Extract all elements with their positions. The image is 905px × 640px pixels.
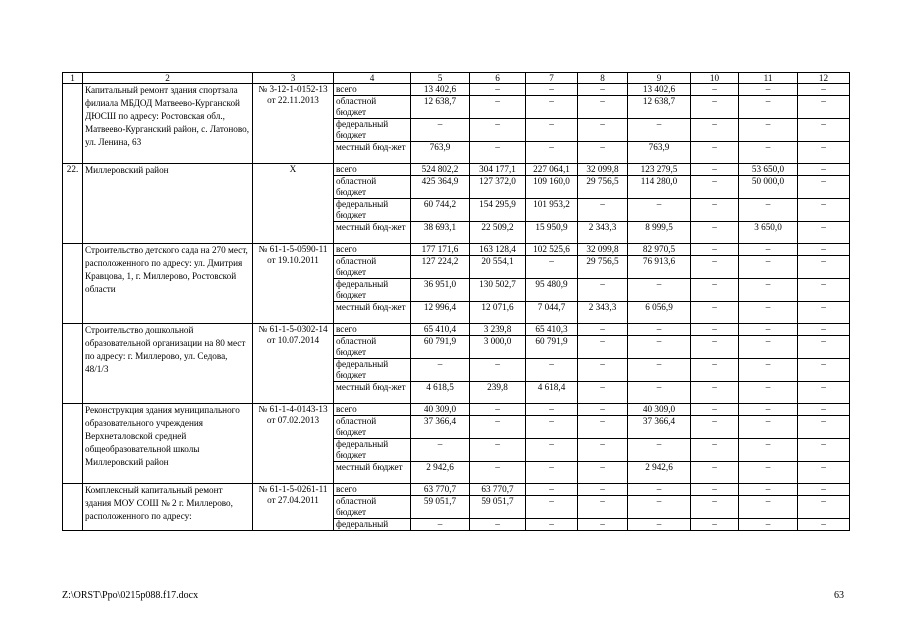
value-cell: 3 239,8 (470, 324, 526, 336)
value-cell: – (798, 244, 850, 256)
value-cell: – (628, 496, 691, 519)
value-cell: – (691, 519, 739, 531)
funding-source: местный бюд-жет (334, 222, 411, 244)
row-number: 22. (63, 164, 83, 244)
funding-source: всего (334, 164, 411, 176)
value-cell: 763,9 (628, 142, 691, 164)
value-cell: – (578, 84, 628, 96)
value-cell: 227 064,1 (526, 164, 578, 176)
value-cell: 8 999,5 (628, 222, 691, 244)
object-name: Комплексный капитальный ремонт здания МОУ СОШ № 2 г. Миллерово, расположенного по адресу: (83, 484, 253, 531)
value-cell: 6 056,9 (628, 302, 691, 324)
value-cell: – (691, 119, 739, 142)
value-cell: – (578, 382, 628, 404)
value-cell: 20 554,1 (470, 256, 526, 279)
value-cell: – (798, 324, 850, 336)
value-cell: – (526, 404, 578, 416)
header-cell: 10 (691, 73, 739, 84)
value-cell: 32 099,8 (578, 244, 628, 256)
value-cell: – (470, 439, 526, 462)
value-cell: – (691, 484, 739, 496)
value-cell: – (470, 119, 526, 142)
funding-source: всего (334, 324, 411, 336)
value-cell: 2 942,6 (411, 462, 470, 484)
value-cell: 13 402,6 (628, 84, 691, 96)
value-cell: – (578, 496, 628, 519)
value-cell: 12 638,7 (628, 96, 691, 119)
value-cell: 177 171,6 (411, 244, 470, 256)
funding-source: федеральный бюджет (334, 279, 411, 302)
value-cell: 425 364,9 (411, 176, 470, 199)
value-cell: 36 951,0 (411, 279, 470, 302)
value-cell: – (739, 119, 798, 142)
value-cell: – (578, 336, 628, 359)
value-cell: 15 950,9 (526, 222, 578, 244)
funding-source: местный бюджет (334, 462, 411, 484)
value-cell: 4 618,5 (411, 382, 470, 404)
value-cell: – (691, 324, 739, 336)
value-cell: 7 044,7 (526, 302, 578, 324)
value-cell: 63 770,7 (470, 484, 526, 496)
header-cell: 7 (526, 73, 578, 84)
value-cell: 4 618,4 (526, 382, 578, 404)
value-cell: – (798, 462, 850, 484)
value-cell: – (628, 439, 691, 462)
value-cell: – (526, 462, 578, 484)
value-cell: – (798, 404, 850, 416)
value-cell: – (578, 96, 628, 119)
value-cell: – (691, 496, 739, 519)
value-cell: 50 000,0 (739, 176, 798, 199)
header-cell: 6 (470, 73, 526, 84)
value-cell: – (411, 519, 470, 531)
document-number: № 3-12-1-0152-13 от 22.11.2013 (253, 84, 334, 164)
funding-source: всего (334, 84, 411, 96)
header-row (63, 73, 850, 84)
value-cell: 163 128,4 (470, 244, 526, 256)
funding-source: всего (334, 404, 411, 416)
value-cell: – (578, 142, 628, 164)
value-cell: – (798, 439, 850, 462)
funding-source: федеральный бюджет (334, 199, 411, 222)
value-cell: – (470, 359, 526, 382)
value-cell: – (691, 176, 739, 199)
value-cell: 40 309,0 (628, 404, 691, 416)
funding-source: федеральный бюджет (334, 439, 411, 462)
value-cell: – (628, 484, 691, 496)
table-row (63, 324, 850, 336)
value-cell: – (470, 142, 526, 164)
value-cell: – (739, 84, 798, 96)
value-cell: – (739, 256, 798, 279)
value-cell: 114 280,0 (628, 176, 691, 199)
value-cell: – (798, 222, 850, 244)
value-cell: 37 366,4 (628, 416, 691, 439)
value-cell: – (526, 439, 578, 462)
value-cell: – (691, 96, 739, 119)
value-cell: – (798, 176, 850, 199)
value-cell: 60 791,9 (526, 336, 578, 359)
value-cell: – (798, 199, 850, 222)
value-cell: – (526, 416, 578, 439)
header-cell: 11 (739, 73, 798, 84)
value-cell: – (526, 84, 578, 96)
funding-source: областной бюджет (334, 416, 411, 439)
value-cell: – (691, 359, 739, 382)
value-cell: – (470, 462, 526, 484)
value-cell: – (526, 142, 578, 164)
value-cell: – (628, 324, 691, 336)
value-cell: – (691, 199, 739, 222)
document-number: № 61-1-5-0261-11 от 27.04.2011 (253, 484, 334, 531)
value-cell: – (578, 439, 628, 462)
funding-source: местный бюд-жет (334, 302, 411, 324)
value-cell: – (798, 279, 850, 302)
value-cell: – (798, 519, 850, 531)
document-number: № 61-1-5-0590-11 от 19.10.2011 (253, 244, 334, 324)
value-cell: – (578, 279, 628, 302)
value-cell: – (739, 359, 798, 382)
value-cell: 102 525,6 (526, 244, 578, 256)
value-cell: – (628, 519, 691, 531)
value-cell: – (470, 96, 526, 119)
value-cell: – (526, 496, 578, 519)
value-cell: 524 802,2 (411, 164, 470, 176)
value-cell: 763,9 (411, 142, 470, 164)
value-cell: 154 295,9 (470, 199, 526, 222)
table-row (63, 164, 850, 176)
row-number (63, 244, 83, 324)
row-number (63, 404, 83, 484)
value-cell: – (411, 119, 470, 142)
value-cell: – (526, 519, 578, 531)
value-cell: – (739, 519, 798, 531)
value-cell: – (628, 359, 691, 382)
budget-table (62, 72, 850, 531)
value-cell: – (739, 244, 798, 256)
table-row (63, 404, 850, 416)
value-cell: – (739, 142, 798, 164)
object-name: Строительство детского сада на 270 мест, расположенного по адресу: ул. Дмитрия Кравцова, 1, г. Миллерово, Ростовской области (83, 244, 253, 324)
value-cell: – (798, 496, 850, 519)
value-cell: – (798, 336, 850, 359)
value-cell: – (798, 256, 850, 279)
header-cell: 3 (253, 73, 334, 84)
header-cell: 12 (798, 73, 850, 84)
funding-source: областной бюджет (334, 256, 411, 279)
value-cell: 60 791,9 (411, 336, 470, 359)
value-cell: – (691, 256, 739, 279)
file-path: Z:\ORST\Ppo\0215p088.f17.docx (62, 590, 199, 601)
value-cell: – (578, 359, 628, 382)
value-cell: – (628, 336, 691, 359)
value-cell: 40 309,0 (411, 404, 470, 416)
value-cell: – (470, 519, 526, 531)
value-cell: – (691, 404, 739, 416)
value-cell: – (628, 279, 691, 302)
value-cell: – (578, 404, 628, 416)
row-number (63, 484, 83, 531)
value-cell: 101 953,2 (526, 199, 578, 222)
value-cell: – (691, 462, 739, 484)
value-cell: 127 224,2 (411, 256, 470, 279)
value-cell: – (798, 84, 850, 96)
value-cell: – (739, 96, 798, 119)
object-name: Строительство дошкольной образовательной организации на 80 мест по адресу: г. Миллерово, ул. Седова, 48/1/3 (83, 324, 253, 404)
value-cell: – (578, 324, 628, 336)
value-cell: – (411, 439, 470, 462)
value-cell: – (691, 302, 739, 324)
value-cell: – (798, 302, 850, 324)
document-number: Х (253, 164, 334, 244)
value-cell: – (526, 484, 578, 496)
value-cell: 239,8 (470, 382, 526, 404)
value-cell: 65 410,4 (411, 324, 470, 336)
value-cell: 12 071,6 (470, 302, 526, 324)
value-cell: – (691, 439, 739, 462)
value-cell: – (798, 416, 850, 439)
funding-source: областной бюджет (334, 96, 411, 119)
value-cell: – (798, 119, 850, 142)
value-cell: 2 942,6 (628, 462, 691, 484)
value-cell: – (798, 484, 850, 496)
table-row (63, 244, 850, 256)
value-cell: 37 366,4 (411, 416, 470, 439)
value-cell: 304 177,1 (470, 164, 526, 176)
value-cell: – (578, 484, 628, 496)
value-cell: – (691, 279, 739, 302)
table-row (63, 484, 850, 496)
value-cell: – (691, 336, 739, 359)
value-cell: – (739, 416, 798, 439)
header-cell: 2 (83, 73, 253, 84)
value-cell: 2 343,3 (578, 222, 628, 244)
value-cell: – (578, 519, 628, 531)
value-cell: – (628, 382, 691, 404)
value-cell: – (739, 382, 798, 404)
value-cell: 29 756,5 (578, 256, 628, 279)
value-cell: 76 913,6 (628, 256, 691, 279)
value-cell: 123 279,5 (628, 164, 691, 176)
value-cell: – (526, 96, 578, 119)
value-cell: 53 650,0 (739, 164, 798, 176)
value-cell: – (470, 416, 526, 439)
value-cell: – (628, 119, 691, 142)
value-cell: – (739, 279, 798, 302)
row-number (63, 324, 83, 404)
value-cell: – (578, 416, 628, 439)
value-cell: 59 051,7 (470, 496, 526, 519)
value-cell: 60 744,2 (411, 199, 470, 222)
value-cell: – (578, 119, 628, 142)
value-cell: – (739, 324, 798, 336)
funding-source: областной бюджет (334, 496, 411, 519)
table-row (63, 84, 850, 96)
value-cell: – (739, 462, 798, 484)
value-cell: 2 343,3 (578, 302, 628, 324)
row-number (63, 84, 83, 164)
value-cell: – (739, 404, 798, 416)
value-cell: 59 051,7 (411, 496, 470, 519)
funding-source: федеральный бюджет (334, 119, 411, 142)
value-cell: – (526, 119, 578, 142)
value-cell: 22 509,2 (470, 222, 526, 244)
value-cell: 65 410,3 (526, 324, 578, 336)
value-cell: – (578, 199, 628, 222)
value-cell: – (798, 96, 850, 119)
page-number: 63 (834, 590, 844, 601)
value-cell: – (628, 199, 691, 222)
value-cell: – (691, 142, 739, 164)
funding-source: областной бюджет (334, 176, 411, 199)
value-cell: – (739, 336, 798, 359)
value-cell: 127 372,0 (470, 176, 526, 199)
value-cell: – (691, 244, 739, 256)
value-cell: – (798, 142, 850, 164)
value-cell: 109 160,0 (526, 176, 578, 199)
document-number: № 61-1-5-0302-14 от 10.07.2014 (253, 324, 334, 404)
value-cell: 38 693,1 (411, 222, 470, 244)
value-cell: 63 770,7 (411, 484, 470, 496)
value-cell: – (470, 84, 526, 96)
value-cell: 32 099,8 (578, 164, 628, 176)
value-cell: – (691, 222, 739, 244)
header-cell: 1 (63, 73, 83, 84)
object-name: Капитальный ремонт здания спортзала филиала МБДОД Матвеево-Курганской ДЮСШ по адресу: Ростовская обл., Матвеево-Курганский район, с. Латоново, ул. Ленина, 63 (83, 84, 253, 164)
value-cell: – (691, 416, 739, 439)
value-cell: 29 756,5 (578, 176, 628, 199)
document-number: № 61-1-4-0143-13 от 07.02.2013 (253, 404, 334, 484)
value-cell: – (739, 496, 798, 519)
value-cell: 3 000,0 (470, 336, 526, 359)
header-cell: 4 (334, 73, 411, 84)
funding-source: областной бюджет (334, 336, 411, 359)
value-cell: 12 996,4 (411, 302, 470, 324)
value-cell: – (691, 164, 739, 176)
value-cell: – (578, 462, 628, 484)
value-cell: – (739, 439, 798, 462)
header-cell: 8 (578, 73, 628, 84)
value-cell: – (411, 359, 470, 382)
value-cell: 130 502,7 (470, 279, 526, 302)
value-cell: – (739, 199, 798, 222)
funding-source: местный бюд-жет (334, 382, 411, 404)
value-cell: – (470, 404, 526, 416)
object-name: Реконструкция здания муниципального образовательного учреждения Верхнеталовской средней общеобразовательной школы Миллеровский район (83, 404, 253, 484)
document-sheet (62, 72, 850, 531)
funding-source: федеральный (334, 519, 411, 531)
value-cell: – (798, 359, 850, 382)
value-cell: 95 480,9 (526, 279, 578, 302)
value-cell: – (798, 164, 850, 176)
value-cell: – (739, 484, 798, 496)
value-cell: 13 402,6 (411, 84, 470, 96)
funding-source: местный бюд-жет (334, 142, 411, 164)
value-cell: – (526, 359, 578, 382)
header-cell: 9 (628, 73, 691, 84)
value-cell: – (798, 382, 850, 404)
value-cell: 12 638,7 (411, 96, 470, 119)
value-cell: 3 650,0 (739, 222, 798, 244)
value-cell: 82 970,5 (628, 244, 691, 256)
funding-source: всего (334, 484, 411, 496)
header-cell: 5 (411, 73, 470, 84)
value-cell: – (526, 256, 578, 279)
value-cell: – (691, 84, 739, 96)
funding-source: федеральный бюджет (334, 359, 411, 382)
value-cell: – (739, 302, 798, 324)
funding-source: всего (334, 244, 411, 256)
value-cell: – (691, 382, 739, 404)
object-name: Миллеровский район (83, 164, 253, 244)
